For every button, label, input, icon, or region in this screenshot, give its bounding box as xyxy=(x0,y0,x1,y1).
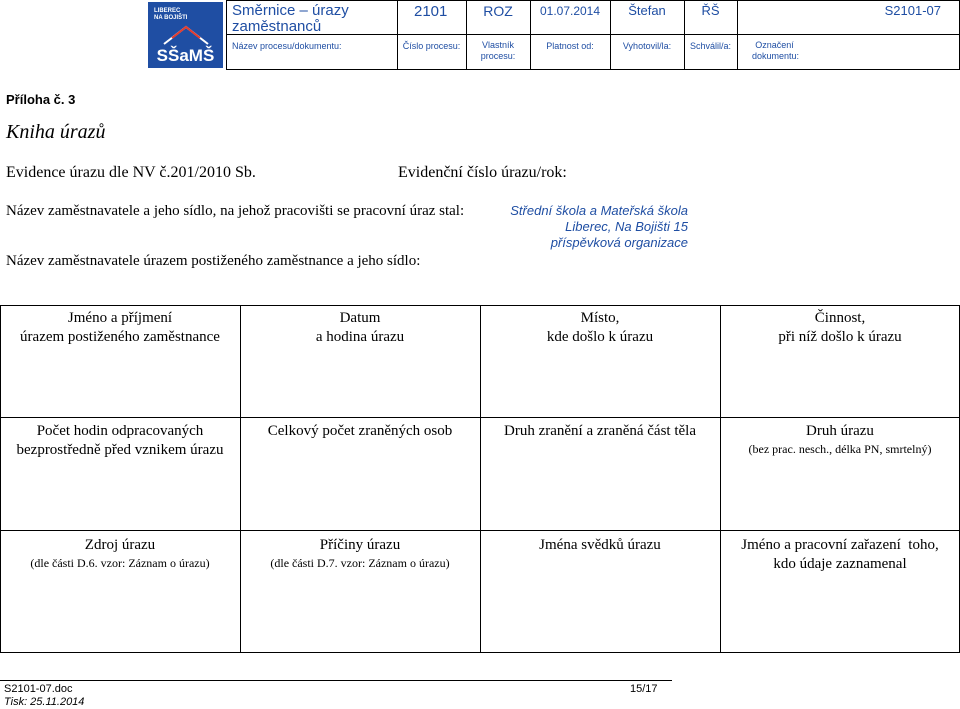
doc-title-line1: Směrnice – úrazy xyxy=(232,2,349,19)
cell-injured-count xyxy=(240,422,480,441)
cell-causes-line2: (dle části D.7. vzor: Záznam o úrazu) xyxy=(270,556,450,570)
cell-hours-line2: bezprostředně před vznikem úrazu xyxy=(16,442,224,458)
document-header xyxy=(0,0,960,70)
employer-line3: příspěvková organizace xyxy=(550,235,688,250)
label-valid: Platnost od: xyxy=(546,41,594,51)
cell-datetime-line2: a hodina úrazu xyxy=(315,329,405,345)
valid-from: 01.07.2014 xyxy=(539,4,601,18)
label-name: Název procesu/dokumentu: xyxy=(232,41,342,51)
label-number: Číslo procesu: xyxy=(402,41,461,51)
appendix-label: Příloha č. 3 xyxy=(6,92,76,107)
cell-recorder-line1: Jméno a pracovní zařazení toho, xyxy=(741,537,939,553)
cell-datetime-line1: Datum xyxy=(339,310,381,326)
prepared-by: Štefan xyxy=(628,3,666,18)
cell-activity-line2: při níž došlo k úrazu xyxy=(778,329,902,345)
logo-line1: LIBEREC xyxy=(154,8,181,14)
cell-recorder-line2: kdo údaje zaznamenal xyxy=(773,556,907,572)
logo-line2: NA BOJIŠTI xyxy=(154,15,188,21)
cell-injury-type xyxy=(480,422,720,441)
doc-title xyxy=(232,3,394,35)
cell-causes xyxy=(240,536,480,572)
cell-accident-type-line2: (bez prac. nesch., délka PN, smrtelný) xyxy=(748,442,932,456)
process-owner: ROZ xyxy=(483,3,513,19)
cell-hours-line1: Počet hodin odpracovaných xyxy=(36,423,204,439)
cell-witnesses-line1: Jména svědků úrazu xyxy=(539,537,661,553)
approved-by: ŘŠ xyxy=(701,3,720,18)
cell-causes-line1: Příčiny úrazu xyxy=(319,537,401,553)
page-title: Kniha úrazů xyxy=(6,121,106,143)
cell-place-line1: Místo, xyxy=(580,310,620,326)
cell-source-line1: Zdroj úrazu xyxy=(84,537,156,553)
footer-doc-file: S2101-07.doc xyxy=(4,683,73,695)
employer-label: Název zaměstnavatele a jeho sídlo, na jehož pracovišti se pracovní úraz stal: xyxy=(6,203,465,219)
employer-line2: Liberec, Na Bojišti 15 xyxy=(565,219,688,234)
cell-recorder xyxy=(720,536,960,574)
cell-source xyxy=(0,536,240,572)
cell-injury-type-line1: Druh zranění a zraněná část těla xyxy=(504,423,696,439)
cell-place-line2: kde došlo k úrazu xyxy=(546,329,654,345)
cell-datetime xyxy=(240,309,480,347)
evidence-number-label: Evidenční číslo úrazu/rok: xyxy=(398,164,567,181)
doc-title-line2: zaměstnanců xyxy=(232,18,322,35)
employer-line1: Střední škola a Mateřská škola xyxy=(510,203,688,218)
injured-employer-label: Název zaměstnavatele úrazem postiženého zaměstnance a jeho sídlo: xyxy=(6,253,421,269)
school-logo xyxy=(148,2,223,68)
cell-name-line2: úrazem postiženého zaměstnance xyxy=(20,329,220,345)
cell-witnesses xyxy=(480,536,720,554)
cell-activity-line1: Činnost, xyxy=(814,310,866,326)
cell-name-line1: Jméno a příjmení xyxy=(67,310,173,326)
label-code: Označení dokumentu: xyxy=(752,40,800,61)
label-owner: Vlastník procesu: xyxy=(480,40,516,61)
label-prepared: Vyhotovil/la: xyxy=(622,41,672,51)
footer-page: 15/17 xyxy=(630,683,658,695)
cell-activity xyxy=(720,309,960,347)
cell-source-line2: (dle části D.6. vzor: Záznam o úrazu) xyxy=(30,556,210,570)
building-icon xyxy=(162,24,210,46)
cell-hours xyxy=(0,422,240,460)
cell-accident-type xyxy=(720,422,960,458)
footer-print-date: Tisk: 25.11.2014 xyxy=(4,696,85,708)
cell-accident-type-line1: Druh úrazu xyxy=(806,423,874,439)
label-approved: Schválil/a: xyxy=(689,41,732,51)
cell-name xyxy=(0,309,240,347)
employer-name xyxy=(430,203,688,251)
cell-injured-count-line1: Celkový počet zraněných osob xyxy=(267,423,453,439)
cell-place xyxy=(480,309,720,347)
doc-code: S2101-07 xyxy=(884,3,941,18)
logo-text: SŠaMŠ xyxy=(156,46,215,65)
doc-number: 2101 xyxy=(414,3,448,20)
evidence-label: Evidence úrazu dle NV č.201/2010 Sb. xyxy=(6,164,256,181)
